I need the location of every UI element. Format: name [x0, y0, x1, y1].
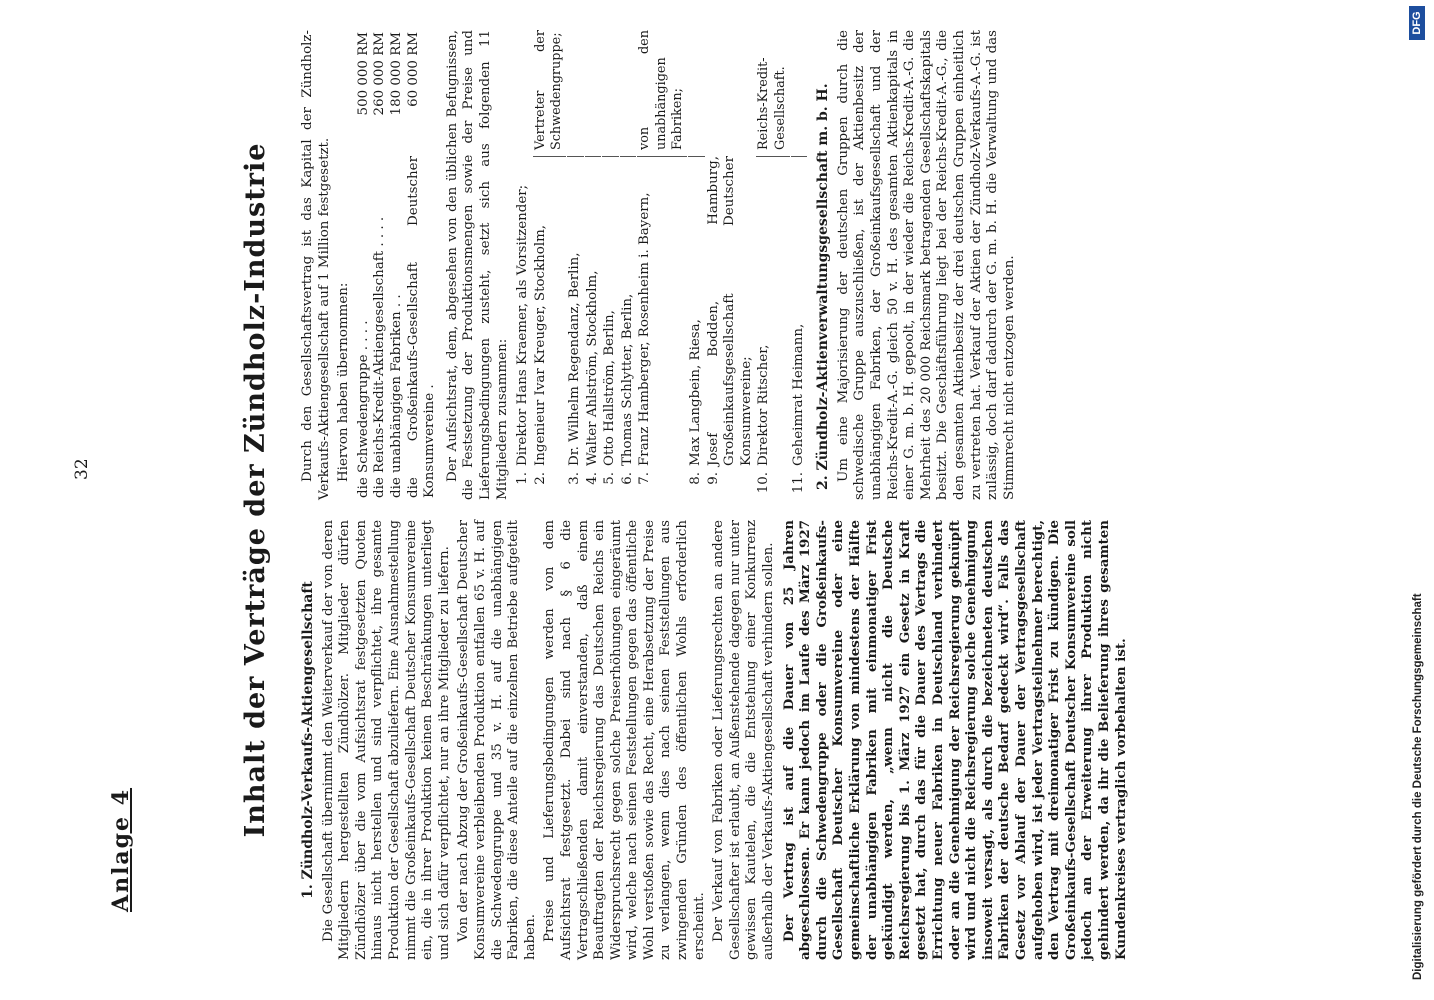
member-group: Vertreter der Schwedengruppe;: [533, 30, 566, 157]
member-group: [688, 30, 705, 157]
capital-label: die unabhängigen Fabriken . .: [388, 294, 404, 498]
member-group: [585, 30, 602, 157]
capital-amount: 180 000 RM: [388, 32, 404, 116]
page-title: Inhalt der Verträge der Zündholz-Industrie: [240, 142, 271, 838]
member-number: 8.: [688, 472, 704, 485]
table-row: [356, 30, 373, 500]
section-heading-2: 2. Zündholz-Aktienverwaltungsgesellschaft m. b. H.: [815, 83, 832, 490]
member-number: 10.: [756, 472, 772, 494]
table-row: [406, 30, 439, 500]
paragraph: Der Vertrag ist auf die Dauer von 25 Jahren abgeschlossen. Er kann jedoch im Laufe des März 1927 durch die Schwedengruppe oder die Großeinkaufs-Gesellschaft Deutscher Konsumvereine oder eine gemeinschaftliche Erklärung von mindestens der Hälfte der unabhängigen Fabriken mit einmonatiger Frist gekündigt werden, „wenn nicht die Deutsche Reichsregierung bis 1. März 1927 ein Gesetz in Kraft gesetzt hat, durch das für die Dauer des Vertrags die Errichtung neuer Fabriken in Deutschland verhindert oder an die Genehmigung der Reichsregierung geknüpft wird und nicht die Reichsregierung solche Genehmigung insoweit versagt, als durch die bezeichneten deutschen Fabriken der deutsche Bedarf gedeckt wird“. Falls das Gesetz vor Ablauf der Dauer der Vertragsgesellschaft aufgehoben wird, ist jeder Vertragsteilnehmer berechtigt, den Vertrag mit dreimonatiger Frist zu kündigen. Die Großeinkaufs-Gesellschaft Deutscher Konsumvereine soll jedoch an der Erweiterung ihrer Produktion nicht gehindert werden, da ihr die Belieferung ihres gesamten Kundenkreises vertraglich vorbehalten ist.: [780, 520, 1129, 960]
member-number: 11.: [790, 472, 806, 494]
list-item: [688, 30, 705, 500]
list-item: [706, 30, 756, 500]
list-item: [791, 30, 808, 500]
member-name: Josef Bodden, Hamburg, Großeinkaufsgesellschaft Deutscher Konsumvereine;: [705, 156, 754, 466]
member-group: von den unabhängigen Fabriken;: [637, 30, 687, 157]
paragraph: Preise und Lieferungsbedingungen werden von dem Aufsichtsrat festgesetzt. Dabei sind nach § 6 die Vertragschließenden damit einverstanden, daß einem Beauftragten der Reichsregierung das Deutschen Reichs ein Widerspruchsrecht gegen solche Preiserhöhungen eingeräumt wird, welche nach seinen Feststellungen gegen das öffentliche Wohl verstoßen sowie das Recht, eine Herabsetzung der Preise zu verlangen, wenn dies nach seinen Feststellungen aus zwingenden Gründen des öffentlichen Wohls erforderlich erscheint.: [542, 520, 707, 960]
member-name: Ingenieur Ivar Kreuger, Stockholm,: [532, 224, 548, 466]
member-number: 2.: [532, 472, 548, 485]
dfg-logo: DFG: [1409, 6, 1425, 40]
member-group: [706, 30, 756, 156]
member-number: 5.: [602, 472, 618, 485]
member-number: 1.: [515, 472, 531, 485]
member-number: 9.: [705, 472, 721, 485]
capital-table: [356, 30, 439, 500]
paragraph: Der Verkauf von Fabriken oder Lieferungsrechten an andere Gesellschafter ist erlaubt, an Außenstehende dagegen nur unter gewissen Kautelen, die die Entstehung einer Konkurrenz außerhalb der Verkaufs-Aktiengesellschaft verhindern sollen.: [711, 520, 777, 960]
digitization-note: Digitalisierung gefördert durch die Deutsche Forschungsgemeinschaft: [1412, 593, 1424, 980]
list-item: [533, 30, 566, 500]
capital-label: die Großeinkaufs-Gesellschaft Deutscher Konsumvereine .: [405, 156, 438, 498]
appendix-label: Anlage 4: [108, 787, 134, 912]
list-item: [567, 30, 584, 500]
list-item: [620, 30, 637, 500]
table-row: [389, 30, 406, 500]
member-group: [567, 30, 584, 157]
paragraph: Von der nach Abzug der Großeinkaufs-Gesellschaft Deutscher Konsumvereine verbleibenden Produktion entfallen 65 v. H. auf die Schwedengruppe und 35 v. H. auf die unabhängigen Fabriken, die diese Anteile auf die einzelnen Betriebe aufgeteilt haben.: [456, 520, 538, 960]
paragraph: Die Gesellschaft übernimmt den Weiterverkauf der von deren Mitgliedern hergestellten Zündhölzer. Mitglieder dürfen Zündhölzer über die vom Aufsichtsrat festgesetzten Quoten hinaus nicht herstellen und sind verpflichtet, ihre gesamte Produktion der Gesellschaft abzuliefern. Eine Ausnahmestellung nimmt die Großeinkaufs-Gesellschaft Deutscher Konsumvereine ein, die in ihrer Produktion keinen Beschränkungen unterliegt und sich dafür verpflichtet, nur an ihre Mitglieder zu liefern.: [320, 520, 452, 960]
list-item: [637, 30, 687, 500]
right-column: [300, 30, 1021, 500]
table-row: [372, 30, 389, 500]
member-number: 7.: [637, 472, 653, 485]
paragraph: Um eine Majorisierung der deutschen Gruppen durch die schwedische Gruppe auszuschließen, ist der Aktienbesitz der unabhängigen Fabriken, der Großeinkaufsgesellschaft und der Reichs-Kredit-A.-G. gleich 50 v. H. des gesamten Aktienkapitals in einer G. m. b. H. gepoolt, in der wieder die Reichs-Kredit-A.-G. die Mehrheit des 20 000 Reichsmark betragenden Gesellschaftskapitals besitzt. Die Geschäftsführung liegt bei der Reichs-Kredit-A.-G., die den gesamten Aktienbesitz der drei deutschen Gruppen einheitlich zu vertreten hat. Verkauf der Aktien der Zündholz-Verkaufs-A.-G. ist zulässig, doch darf dadurch der G. m. b. H. die Verwaltung und das Stimmrecht nicht entzogen werden.: [835, 30, 1017, 500]
member-name: Otto Hallström, Berlin,: [602, 310, 618, 466]
capital-amount: 60 000 RM: [405, 32, 421, 107]
member-name: Franz Hamberger, Rosenheim i. Bayern,: [637, 192, 653, 466]
member-number: 3.: [566, 472, 582, 485]
capital-label: die Schwedengruppe . . . .: [355, 320, 371, 498]
list-item: [515, 30, 532, 500]
member-name: Thomas Schlytter, Berlin,: [619, 293, 635, 466]
member-name: Direktor Hans Kraemer, als Vorsitzender;: [515, 184, 531, 466]
capital-intro: Durch den Gesellschaftsvertrag ist das Kapital der Zündholz-Verkaufs-Aktiengesellschaft auf 1 Million festgesetzt.: [300, 30, 332, 500]
digitization-sidebar: [1406, 0, 1432, 1000]
member-group: Reichs-Kredit-Gesellschaft.: [756, 30, 789, 157]
member-name: Max Langbein, Riesa,: [688, 319, 704, 466]
left-column: [300, 520, 1132, 960]
capital-label: die Reichs-Kredit-Aktiengesellschaft . . . .: [372, 216, 388, 498]
board-intro: Der Aufsichtsrat, dem, abgesehen von den üblichen Befugnissen, die Festsetzung der Produktionsmengen sowie der Preise und Lieferungsbedingungen zusteht, setzt sich aus folgenden 11 Mitgliedern zusammen:: [444, 30, 510, 500]
member-name: Direktor Ritscher,: [756, 344, 772, 466]
section-heading-1: 1. Zündholz-Verkaufs-Aktiengesellschaft: [300, 581, 316, 899]
member-group: [791, 30, 808, 157]
capital-taken-over: Hiervon haben übernommen:: [336, 282, 352, 482]
member-name: Walter Ahlström, Stockholm,: [584, 270, 600, 466]
member-name: Geheimrat Heimann,: [790, 323, 806, 466]
member-group: [620, 30, 637, 157]
list-item: [602, 30, 619, 500]
member-number: 6.: [619, 472, 635, 485]
member-group: [515, 30, 532, 156]
member-group: [602, 30, 619, 157]
capital-amount: 260 000 RM: [372, 32, 388, 116]
member-number: 4.: [584, 472, 600, 485]
member-name: Dr. Wilhelm Regendanz, Berlin,: [566, 252, 582, 466]
board-member-list: [515, 30, 807, 500]
capital-amount: 500 000 RM: [355, 32, 371, 116]
list-item: [585, 30, 602, 500]
list-item: [756, 30, 789, 500]
page-number: 32: [72, 458, 92, 480]
